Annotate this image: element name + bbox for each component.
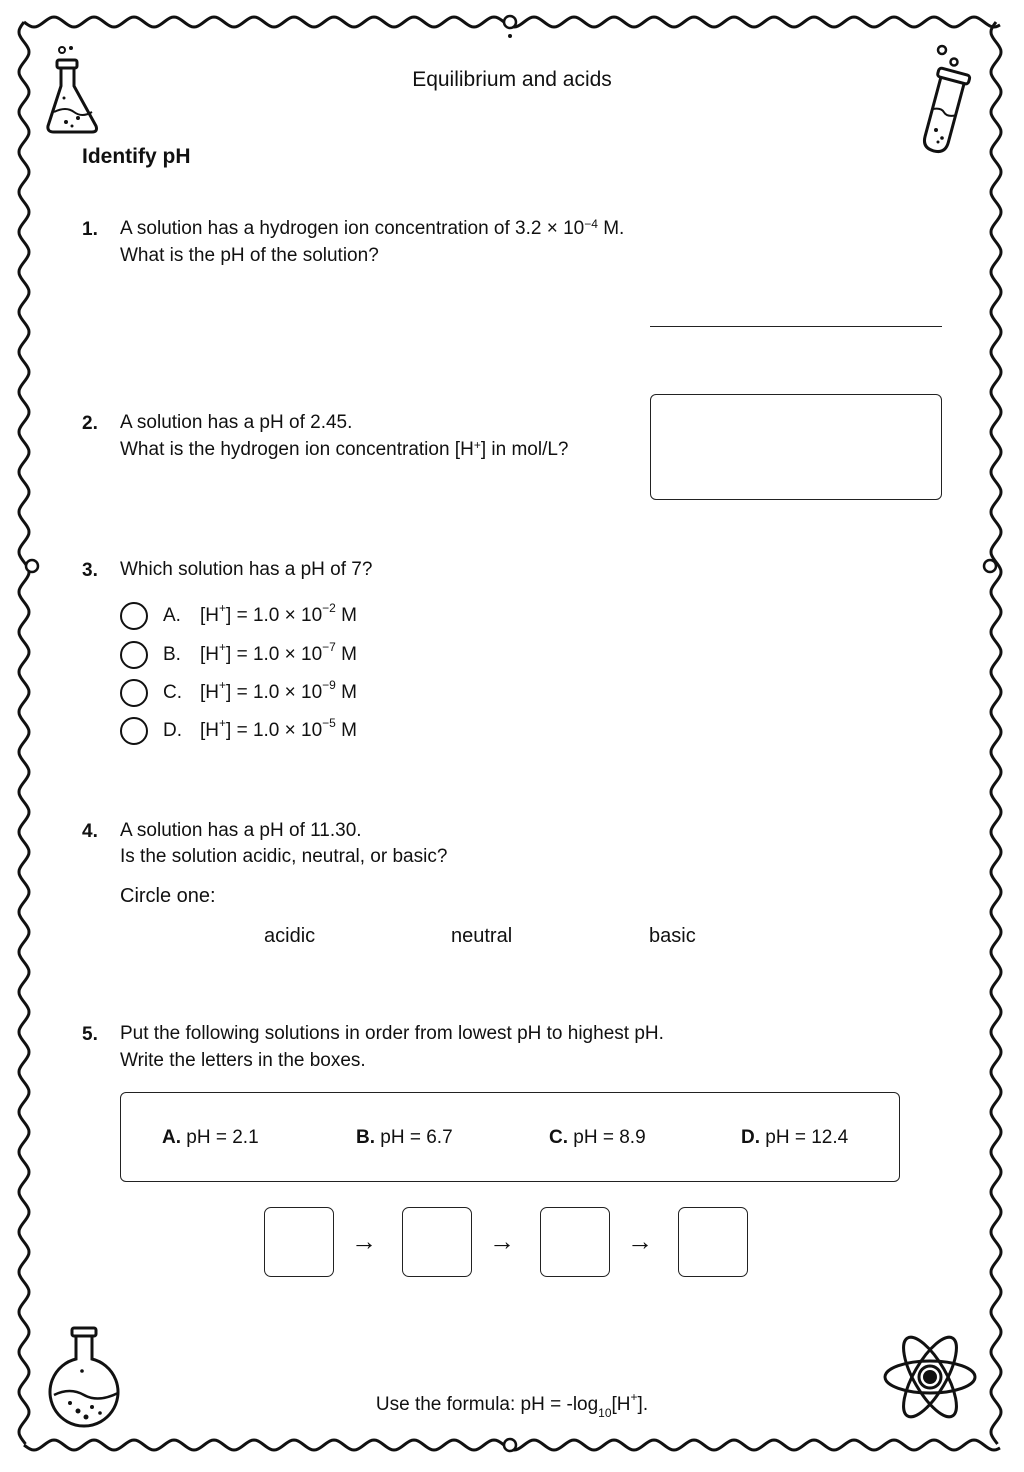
radio-button[interactable] bbox=[120, 602, 148, 630]
answer-slot-3[interactable] bbox=[540, 1207, 610, 1277]
question-3-number: 3. bbox=[82, 560, 98, 581]
option-a[interactable]: A. $[H^+] = 1.0 \times 10^{-2}$ M bbox=[120, 600, 357, 632]
radio-button[interactable] bbox=[120, 641, 148, 669]
section-heading: Identify pH bbox=[82, 145, 191, 168]
question-5-text: Put the following solutions in order from lowest pH to highest pH. bbox=[120, 1023, 664, 1044]
question-2-text: A solution has a pH of 2.45. bbox=[120, 412, 353, 433]
option-b[interactable]: B. $[H^+] = 1.0 \times 10^{-7}$ M bbox=[120, 639, 357, 671]
radio-button[interactable] bbox=[120, 717, 148, 745]
answer-slot-2[interactable] bbox=[402, 1207, 472, 1277]
answer-slot-4[interactable] bbox=[678, 1207, 748, 1277]
formula-hint: Use the formula: pH = $-\log_{10}[H^+]$. bbox=[375, 1390, 649, 1420]
choice-basic[interactable]: basic bbox=[649, 925, 696, 947]
radio-button[interactable] bbox=[120, 679, 148, 707]
option-a-text: $[H^+] = 1.0 \times 10^{-2}$ M bbox=[200, 601, 357, 626]
circle-one-label: Circle one: bbox=[120, 885, 216, 907]
choice-acidic[interactable]: acidic bbox=[264, 925, 316, 947]
question-5-number: 5. bbox=[82, 1024, 98, 1045]
question-4-prompt: Is the solution acidic, neutral, or basic? bbox=[120, 846, 448, 867]
question-4-number: 4. bbox=[82, 821, 98, 842]
question-4-text: A solution has a pH of 11.30. bbox=[120, 820, 362, 841]
solution-c: C. pH = 8.9 bbox=[549, 1127, 646, 1148]
question-1-answer-line[interactable] bbox=[650, 326, 942, 327]
page-title: Equilibrium and acids bbox=[412, 68, 612, 91]
option-b-text: $[H^+] = 1.0 \times 10^{-7}$ M bbox=[200, 640, 357, 665]
test-tube-icon bbox=[908, 42, 978, 157]
border-wave bbox=[991, 22, 1001, 1444]
arrow-right-icon: → bbox=[627, 1226, 653, 1256]
question-1-prompt: What is the pH of the solution? bbox=[120, 245, 379, 266]
question-2-number: 2. bbox=[82, 413, 98, 434]
question-5-prompt: Write the letters in the boxes. bbox=[120, 1050, 366, 1071]
solution-a: A. pH = 2.1 bbox=[162, 1127, 259, 1148]
question-1-number: 1. bbox=[82, 219, 98, 240]
choice-neutral[interactable]: neutral bbox=[451, 925, 513, 947]
option-d[interactable]: D. $[H^+] = 1.0 \times 10^{-5}$ M bbox=[120, 715, 357, 747]
arrow-right-icon: → bbox=[351, 1226, 377, 1256]
option-c[interactable]: C. $[H^+] = 1.0 \times 10^{-9}$ M bbox=[120, 677, 357, 709]
question-1-text: A solution has a hydrogen ion concentration of $3.2 \times 10^{-4}$ M. bbox=[120, 217, 625, 239]
border-wave bbox=[19, 22, 29, 1444]
question-3-text: Which solution has a pH of 7? bbox=[120, 559, 373, 580]
question-2-answer-box[interactable] bbox=[650, 394, 942, 500]
answer-slot-1[interactable] bbox=[264, 1207, 334, 1277]
solution-b: B. pH = 6.7 bbox=[356, 1127, 453, 1148]
arrow-right-icon: → bbox=[489, 1226, 515, 1256]
option-d-text: $[H^+] = 1.0 \times 10^{-5}$ M bbox=[200, 716, 357, 741]
question-2-prompt: What is the hydrogen ion concentration [H+] in mol/L? bbox=[120, 438, 569, 460]
option-c-text: $[H^+] = 1.0 \times 10^{-9}$ M bbox=[200, 678, 357, 703]
solution-d: D. pH = 12.4 bbox=[741, 1127, 849, 1148]
